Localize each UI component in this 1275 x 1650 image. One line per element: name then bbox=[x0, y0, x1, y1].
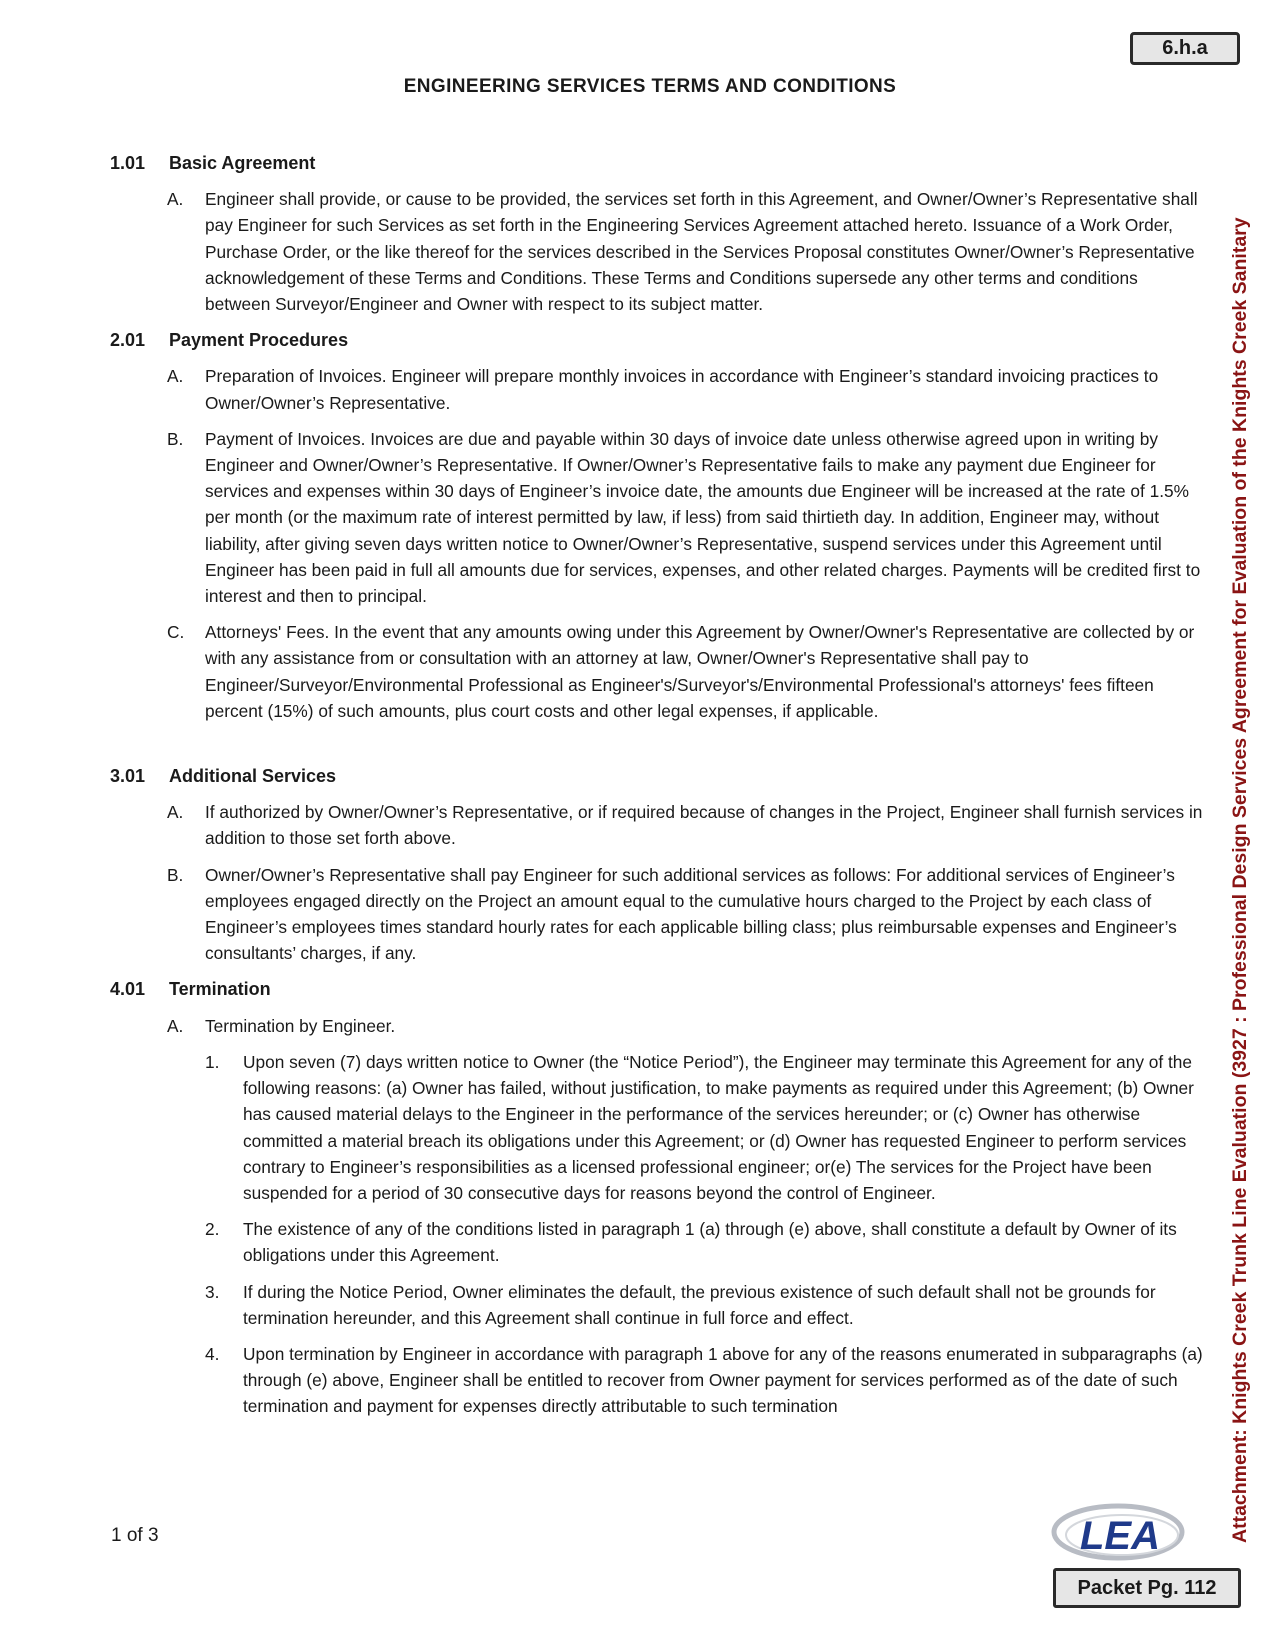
item-text: If authorized by Owner/Owner’s Representative, or if required because of changes in the Project, Engineer shall furnish services in addition to those set forth above. bbox=[205, 802, 1203, 849]
item-label: B. bbox=[167, 428, 184, 449]
item-label: B. bbox=[167, 864, 184, 885]
item-label: 1. bbox=[205, 1051, 220, 1072]
item-label: 3. bbox=[205, 1281, 220, 1302]
subparagraph-4a-1 bbox=[110, 1049, 1205, 1206]
page-number: 1 of 3 bbox=[111, 1525, 159, 1546]
item-text: Owner/Owner’s Representative shall pay Engineer for such additional services as follows: For additional services of Engineer’s employees engaged directly on the Project an amount equal to the cumulative hours charged to the Project by each class of Engineer’s employees times standard hourly rates for each applicable billing class; plus reimbursable expenses and Engineer’s consultants’ charges, if any. bbox=[205, 864, 1177, 964]
section-heading-2 bbox=[110, 327, 1205, 353]
item-text: The existence of any of the conditions listed in paragraph 1 (a) through (e) above, shall constitute a default by Owner of its obligations under this Agreement. bbox=[243, 1219, 1177, 1266]
section-title: Termination bbox=[169, 979, 271, 1000]
item-label: A. bbox=[167, 366, 184, 387]
document-body bbox=[110, 150, 1205, 1430]
paragraph-2b bbox=[110, 426, 1205, 609]
item-text: Preparation of Invoices. Engineer will prepare monthly invoices in accordance with Engineer’s standard invoicing practices to Owner/Owner’s Representative. bbox=[205, 366, 1159, 413]
item-label: A. bbox=[167, 1015, 184, 1036]
subparagraph-4a-3 bbox=[110, 1279, 1205, 1331]
page-title: ENGINEERING SERVICES TERMS AND CONDITIONS bbox=[403, 76, 897, 97]
item-text: If during the Notice Period, Owner eliminates the default, the previous existence of such default shall not be grounds for termination hereunder, and this Agreement shall continue in full force and effect. bbox=[243, 1281, 1156, 1328]
subparagraph-4a-2 bbox=[110, 1216, 1205, 1268]
item-text: Upon termination by Engineer in accordance with paragraph 1 above for any of the reasons enumerated in subparagraphs (a) through (e) above, Engineer shall be entitled to recover from Owner payment for services performed as of the date of such termination and payment for expenses directly attributable to such termination bbox=[243, 1343, 1203, 1417]
agenda-tag: 6.h.a bbox=[1130, 32, 1240, 65]
item-label: C. bbox=[167, 622, 185, 643]
paragraph-3b bbox=[110, 862, 1205, 967]
paragraph-3a bbox=[110, 799, 1205, 851]
section-heading-3 bbox=[110, 763, 1205, 789]
section-title: Additional Services bbox=[169, 766, 337, 787]
paragraph-2a bbox=[110, 363, 1205, 415]
item-label: 4. bbox=[205, 1343, 220, 1364]
item-text: Attorneys' Fees. In the event that any amounts owing under this Agreement by Owner/Owner's Representative are collected by or with any assistance from or consultation with an attorney at law, Owner/Owner's Representative shall pay to Engineer/Surveyor/Environmental Professional as Engineer's/Surveyor's/Environmental Professional's attorneys' fees fifteen percent (15%) of such amounts, plus court costs and other legal expenses, if applicable. bbox=[205, 622, 1195, 721]
section-heading-4 bbox=[110, 976, 1205, 1002]
item-text: Engineer shall provide, or cause to be provided, the services set forth in this Agreement, and Owner/Owner’s Representative shall pay Engineer for such Services as set forth in the Engineering Services Agreement attached hereto. Issuance of a Work Order, Purchase Order, or the like thereof for the services described in the Services Proposal constitutes Owner/Owner’s Representative acknowledgement of these Terms and Conditions. These Terms and Conditions supersede any other terms and conditions between Surveyor/Engineer and Owner with respect to its subject matter. bbox=[205, 189, 1198, 315]
section-number: 2.01 bbox=[110, 330, 146, 351]
attachment-side-label: Attachment: Knights Creek Trunk Line Evaluation (3927 : Professional Design Services Agreement for Evaluation of the Knights Creek Sanitary bbox=[1229, 217, 1251, 1543]
subparagraph-4a-4 bbox=[110, 1341, 1205, 1420]
paragraph-2c bbox=[110, 619, 1205, 724]
paragraph-1a bbox=[110, 186, 1205, 317]
item-label: A. bbox=[167, 189, 184, 210]
paragraph-4a bbox=[110, 1013, 1205, 1039]
item-label: A. bbox=[167, 802, 184, 823]
packet-page-label: Packet Pg. 112 bbox=[1053, 1568, 1241, 1608]
item-text: Payment of Invoices. Invoices are due and payable within 30 days of invoice date unless otherwise agreed upon in writing by Engineer and Owner/Owner’s Representative. If Owner/Owner’s Representative fails to make any payment due Engineer for services and expenses within 30 days of Engineer’s invoice date, the amounts due Engineer will be increased at the rate of 1.5% per month (or the maximum rate of interest permitted by law, if less) from said thirtieth day. In addition, Engineer may, without liability, after giving seven days written notice to Owner/Owner’s Representative, suspend services under this Agreement until Engineer has been paid in full all amounts due for services, expenses, and other related charges. Payments will be credited first to interest and then to principal. bbox=[205, 428, 1201, 607]
section-title: Basic Agreement bbox=[169, 153, 316, 173]
section-spacer bbox=[110, 734, 1205, 763]
section-number: 4.01 bbox=[110, 979, 146, 1000]
section-heading-1 bbox=[110, 150, 1205, 176]
item-text: Upon seven (7) days written notice to Owner (the “Notice Period”), the Engineer may terminate this Agreement for any of the following reasons: (a) Owner has failed, without justification, to make payments as required under this Agreement; (b) Owner has caused material delays to the Engineer in the performance of the services hereunder; or (c) Owner has otherwise committed a material breach its obligations under this Agreement; or (d) Owner has requested Engineer to perform services contrary to Engineer’s responsibilities as a licensed professional engineer; or(e) The services for the Project have been suspended for a period of 30 consecutive days for reasons beyond the control of Engineer. bbox=[243, 1051, 1194, 1203]
item-text: Termination by Engineer. bbox=[205, 1015, 396, 1036]
section-number: 3.01 bbox=[110, 766, 146, 787]
section-number: 1.01 bbox=[110, 153, 146, 173]
logo-text: LEA bbox=[1080, 1514, 1160, 1558]
lea-logo bbox=[1046, 1502, 1186, 1564]
item-label: 2. bbox=[205, 1219, 220, 1240]
section-title: Payment Procedures bbox=[169, 330, 349, 351]
